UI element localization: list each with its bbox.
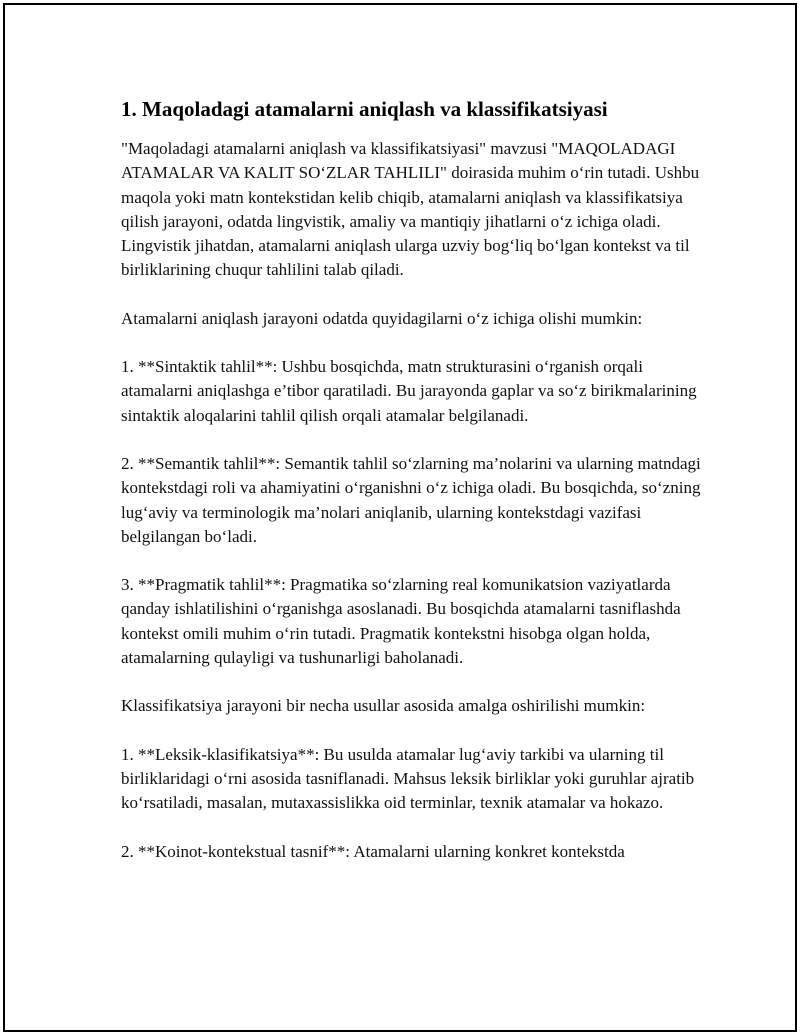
pragmatic-analysis-paragraph: 3. **Pragmatik tahlil**: Pragmatika so‘zlarning real komunikatsion vaziyatlarda qanday ishlatilishini o‘rganishga asoslanadi. Bu bosqichda atamalarni tasniflashda kontekst omili muhim o‘rin tutadi. Pragmatik kontekstni hisobga olgan holda, atamalarning qulayligi va tushunarligi baholanadi.	[121, 575, 681, 668]
document-page	[3, 3, 797, 1032]
intro-paragraph: "Maqoladagi atamalarni aniqlash va klassifikatsiyasi" mavzusi "MAQOLADAGI ATAMALAR VA KALIT SO‘ZLAR TAHLILI" doirasida muhim o‘rin tutadi. Ushbu maqola yoki matn kontekstidan kelib chiqib, atamalarni aniqlash va klassifikatsiya qilish jarayoni, odatda lingvistik, amaliy va mantiqiy jihatlarni o‘z ichiga oladi. Lingvistik jihatdan, atamalarni aniqlash ularga uzviy bog‘liq bo‘lgan kontekst va til birliklarining chuqur tahlilini talab qiladi.	[121, 139, 700, 280]
contextual-classification-paragraph: 2. **Koinot-kontekstual tasnif**: Atamalarni ularning konkret kontekstda	[121, 841, 625, 861]
section-heading: 1. Maqoladagi atamalarni aniqlash va klassifikatsiyasi	[121, 97, 608, 121]
document-body	[121, 95, 711, 888]
lexical-classification-paragraph: 1. **Leksik-klasifikatsiya**: Bu usulda atamalar lug‘aviy tarkibi va ularning til birliklaridagi o‘rni asosida tasniflanadi. Mahsus leksik birliklar yoki guruhlar ajratib ko‘rsatiladi, masalan, mutaxassislikka oid terminlar, texnik atamalar va hokazo.	[121, 744, 695, 813]
semantic-analysis-paragraph: 2. **Semantik tahlil**: Semantik tahlil so‘zlarning ma’nolarini va ularning matndagi kontekstdagi roli va ahamiyatini o‘rganishni o‘z ichiga oladi. Bu bosqichda, so‘zning lug‘aviy va terminologik ma’nolari aniqlanib, ularning kontekstdagi vazifasi belgilangan bo‘ladi.	[121, 453, 701, 546]
syntactic-analysis-paragraph: 1. **Sintaktik tahlil**: Ushbu bosqichda, matn strukturasini o‘rganish orqali atamalarni aniqlashga e’tibor qaratiladi. Bu jarayonda gaplar va so‘z birikmalarining sintaktik aloqalarini tahlil qilish orqali atamalar belgilanadi.	[121, 357, 697, 425]
identification-lead-paragraph: Atamalarni aniqlash jarayoni odatda quyidagilarni o‘z ichiga olishi mumkin:	[121, 308, 643, 328]
classification-lead-paragraph: Klassifikatsiya jarayoni bir necha usullar asosida amalga oshirilishi mumkin:	[121, 696, 646, 716]
